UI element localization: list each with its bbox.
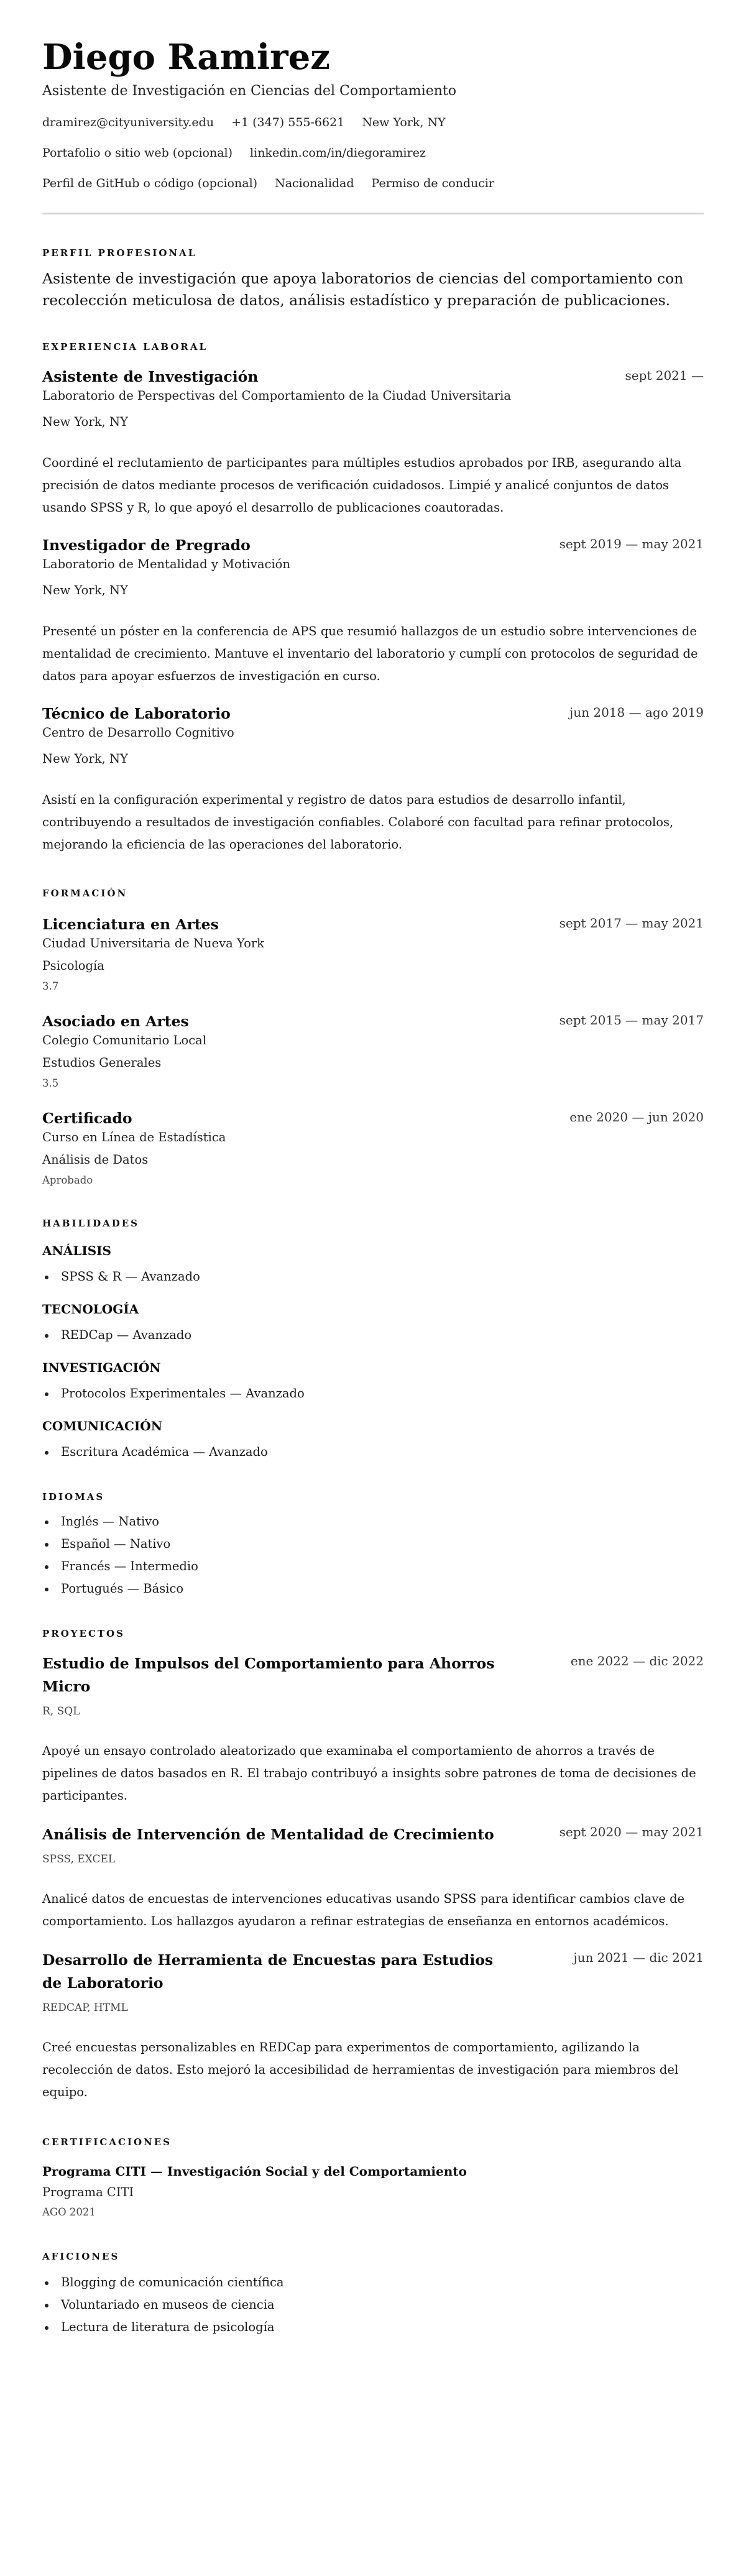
experience-entry [42, 367, 704, 519]
contact-info [42, 115, 704, 191]
project-tech: REDCAP, HTML [42, 2002, 128, 2014]
entry-header [42, 704, 704, 724]
section-heading: PROYECTOS [42, 1628, 125, 1639]
entry-header [42, 1823, 704, 1846]
field-of-study: Psicología [42, 959, 104, 973]
employer: Laboratorio de Mentalidad y Motivación [42, 557, 290, 571]
section-heading: HABILIDADES [42, 1218, 139, 1229]
school-name: Ciudad Universitaria de Nueva York [42, 936, 264, 950]
project-tech: R, SQL [42, 1705, 80, 1718]
education-dates: sept 2015 — may 2017 [559, 1013, 704, 1028]
phone-number[interactable]: +1 (347) 555-6621 [231, 116, 345, 129]
skill-list [42, 1266, 704, 1288]
resume-header [42, 37, 704, 214]
entry-header [42, 914, 704, 934]
job-description: Asistí en la configuración experimental y registro de datos para estudios de desarrollo infantil, contribuyendo a resultados de investigación confiables. Colaboré con facultad para refinar protocolos, mejorando la eficiencia de las operaciones del laboratorio. [42, 793, 674, 852]
experience-entry [42, 535, 704, 688]
degree-title: Certificado [42, 1110, 132, 1127]
job-dates: jun 2018 — ago 2019 [569, 705, 704, 720]
hobby-item: Voluntariado en museos de ciencia [42, 2294, 704, 2316]
skill-category: ANÁLISIS [42, 1243, 111, 1258]
entry-header [42, 1652, 704, 1698]
certifications-section [42, 2136, 704, 2220]
linkedin-link[interactable]: linkedin.com/in/diegoramirez [250, 146, 426, 160]
language-item: Inglés — Nativo [42, 1511, 704, 1533]
entry-header [42, 367, 704, 387]
skill-item: Escritura Académica — Avanzado [42, 1441, 704, 1463]
skill-list [42, 1382, 704, 1405]
drivers-license: Permiso de conducir [371, 177, 495, 190]
experience-entry [42, 704, 704, 856]
grade: 3.5 [42, 1077, 59, 1089]
skill-category: COMUNICACIÓN [42, 1419, 162, 1433]
project-entry [42, 1823, 704, 1933]
project-title: Desarrollo de Herramienta de Encuestas para Estudios de Laboratorio [42, 1951, 494, 1992]
section-heading: CERTIFICACIONES [42, 2137, 172, 2148]
job-dates: sept 2019 — may 2021 [559, 536, 704, 551]
contact-line [42, 176, 704, 191]
entry-header [42, 1108, 704, 1128]
experience-section [42, 341, 704, 856]
skill-item: SPSS & R — Avanzado [42, 1266, 704, 1288]
hobby-item: Lectura de literatura de psicología [42, 2316, 704, 2339]
project-entry [42, 1652, 704, 1807]
degree-title: Asociado en Artes [42, 1013, 189, 1030]
skill-group [42, 1417, 704, 1463]
projects-section [42, 1627, 704, 2104]
section-heading: PERFIL PROFESIONAL [42, 247, 197, 259]
project-dates: sept 2020 — may 2021 [559, 1824, 704, 1839]
skill-group [42, 1359, 704, 1405]
certification-date: AGO 2021 [42, 2206, 96, 2218]
summary-text: Asistente de investigación que apoya laboratorios de ciencias del comportamiento con recolección meticulosa de datos, análisis estadístico y preparación de publicaciones. [42, 270, 684, 309]
portfolio-link[interactable]: Portafolio o sitio web (opcional) [42, 146, 233, 160]
job-location: New York, NY [42, 583, 128, 597]
project-dates: jun 2021 — dic 2021 [573, 1950, 704, 1965]
skill-list [42, 1441, 704, 1463]
skill-group [42, 1242, 704, 1288]
project-title: Estudio de Impulsos del Comportamiento para Ahorros Micro [42, 1655, 495, 1695]
language-item: Portugués — Básico [42, 1578, 704, 1600]
field-of-study: Estudios Generales [42, 1056, 162, 1070]
project-description: Apoyé un ensayo controlado aleatorizado que examinaba el comportamiento de ahorros a través de pipelines de datos basados en R. El trabajo contribuyó a insights sobre patrones de toma de decisiones de participantes. [42, 1744, 696, 1803]
job-title: Investigador de Pregrado [42, 536, 251, 554]
skills-section [42, 1217, 704, 1463]
job-title: Técnico de Laboratorio [42, 705, 231, 722]
certification-title: Programa CITI — Investigación Social y del Comportamiento [42, 2164, 467, 2179]
job-title: Asistente de Investigación [42, 368, 259, 385]
language-item: Francés — Intermedio [42, 1555, 704, 1578]
project-description: Creé encuestas personalizables en REDCap para experimentos de comportamiento, agilizando la recolección de datos. Esto mejoró la accesibilidad de herramientas de investigación para miembros del equipo. [42, 2040, 679, 2099]
header-divider [42, 213, 704, 214]
employer: Laboratorio de Perspectivas del Comportamiento de la Ciudad Universitaria [42, 389, 512, 403]
skill-group [42, 1300, 704, 1346]
language-item: Español — Nativo [42, 1533, 704, 1555]
project-entry [42, 1949, 704, 2104]
entry-header [42, 1011, 704, 1031]
section-heading: IDIOMAS [42, 1491, 105, 1502]
education-section [42, 887, 704, 1189]
candidate-name: Diego Ramirez [42, 37, 331, 78]
contact-line [42, 115, 704, 130]
section-heading: EXPERIENCIA LABORAL [42, 341, 208, 352]
job-dates: sept 2021 — [625, 368, 704, 383]
location: New York, NY [362, 116, 446, 129]
education-entry [42, 1108, 704, 1189]
hobby-list [42, 2271, 704, 2339]
certification-issuer: Programa CITI [42, 2185, 134, 2199]
skill-category: TECNOLOGÍA [42, 1302, 139, 1317]
degree-title: Licenciatura en Artes [42, 916, 219, 933]
languages-section [42, 1491, 704, 1600]
candidate-title: Asistente de Investigación en Ciencias del Comportamiento [42, 83, 456, 99]
school-name: Curso en Línea de Estadística [42, 1130, 226, 1144]
job-description: Coordiné el reclutamiento de participantes para múltiples estudios aprobados por IRB, asegurando alta precisión de datos mediante procesos de verificación cuidadosos. Limpié y analicé conjuntos de datos usando SPSS y R, lo que apoyó el desarrollo de publicaciones coautoradas. [42, 456, 682, 515]
project-title: Análisis de Intervención de Mentalidad de Crecimiento [42, 1826, 494, 1843]
job-location: New York, NY [42, 752, 128, 766]
education-entry [42, 914, 704, 995]
project-dates: ene 2022 — dic 2022 [570, 1654, 704, 1668]
section-heading: AFICIONES [42, 2251, 120, 2262]
education-dates: ene 2020 — jun 2020 [569, 1110, 704, 1125]
email-link[interactable]: dramirez@cityuniversity.edu [42, 116, 214, 129]
hobby-item: Blogging de comunicación científica [42, 2271, 704, 2294]
entry-header [42, 535, 704, 555]
grade: Aprobado [42, 1174, 93, 1186]
employer: Centro de Desarrollo Cognitivo [42, 725, 234, 740]
certification-entry [42, 2162, 704, 2220]
job-description: Presenté un póster en la conferencia de APS que resumió hallazgos de un estudio sobre intervenciones de mentalidad de crecimiento. Mantuve el inventario del laboratorio y cumplí con protocolos de seguridad de datos para apoyar esfuerzos de investigación en curso. [42, 624, 698, 683]
school-name: Colegio Comunitario Local [42, 1033, 207, 1047]
education-entry [42, 1011, 704, 1092]
section-heading: FORMACIÓN [42, 888, 128, 899]
summary-section [42, 247, 704, 311]
contact-line [42, 145, 704, 160]
skill-item: REDCap — Avanzado [42, 1324, 704, 1346]
job-location: New York, NY [42, 415, 128, 429]
language-list [42, 1511, 704, 1600]
field-of-study: Análisis de Datos [42, 1152, 149, 1167]
project-tech: SPSS, EXCEL [42, 1853, 116, 1865]
hobbies-section [42, 2250, 704, 2339]
education-dates: sept 2017 — may 2021 [559, 916, 704, 931]
entry-header [42, 1949, 704, 1995]
project-description: Analicé datos de encuestas de intervenciones educativas usando SPSS para identificar cambios clave de comportamiento. Los hallazgos ayudaron a refinar estrategias de enseñanza en entornos académicos. [42, 1892, 685, 1928]
skill-list [42, 1324, 704, 1346]
skill-category: INVESTIGACIÓN [42, 1360, 161, 1375]
grade: 3.7 [42, 980, 59, 992]
nationality: Nacionalidad [275, 177, 354, 190]
skill-item: Protocolos Experimentales — Avanzado [42, 1382, 704, 1405]
github-link[interactable]: Perfil de GitHub o código (opcional) [42, 177, 258, 190]
